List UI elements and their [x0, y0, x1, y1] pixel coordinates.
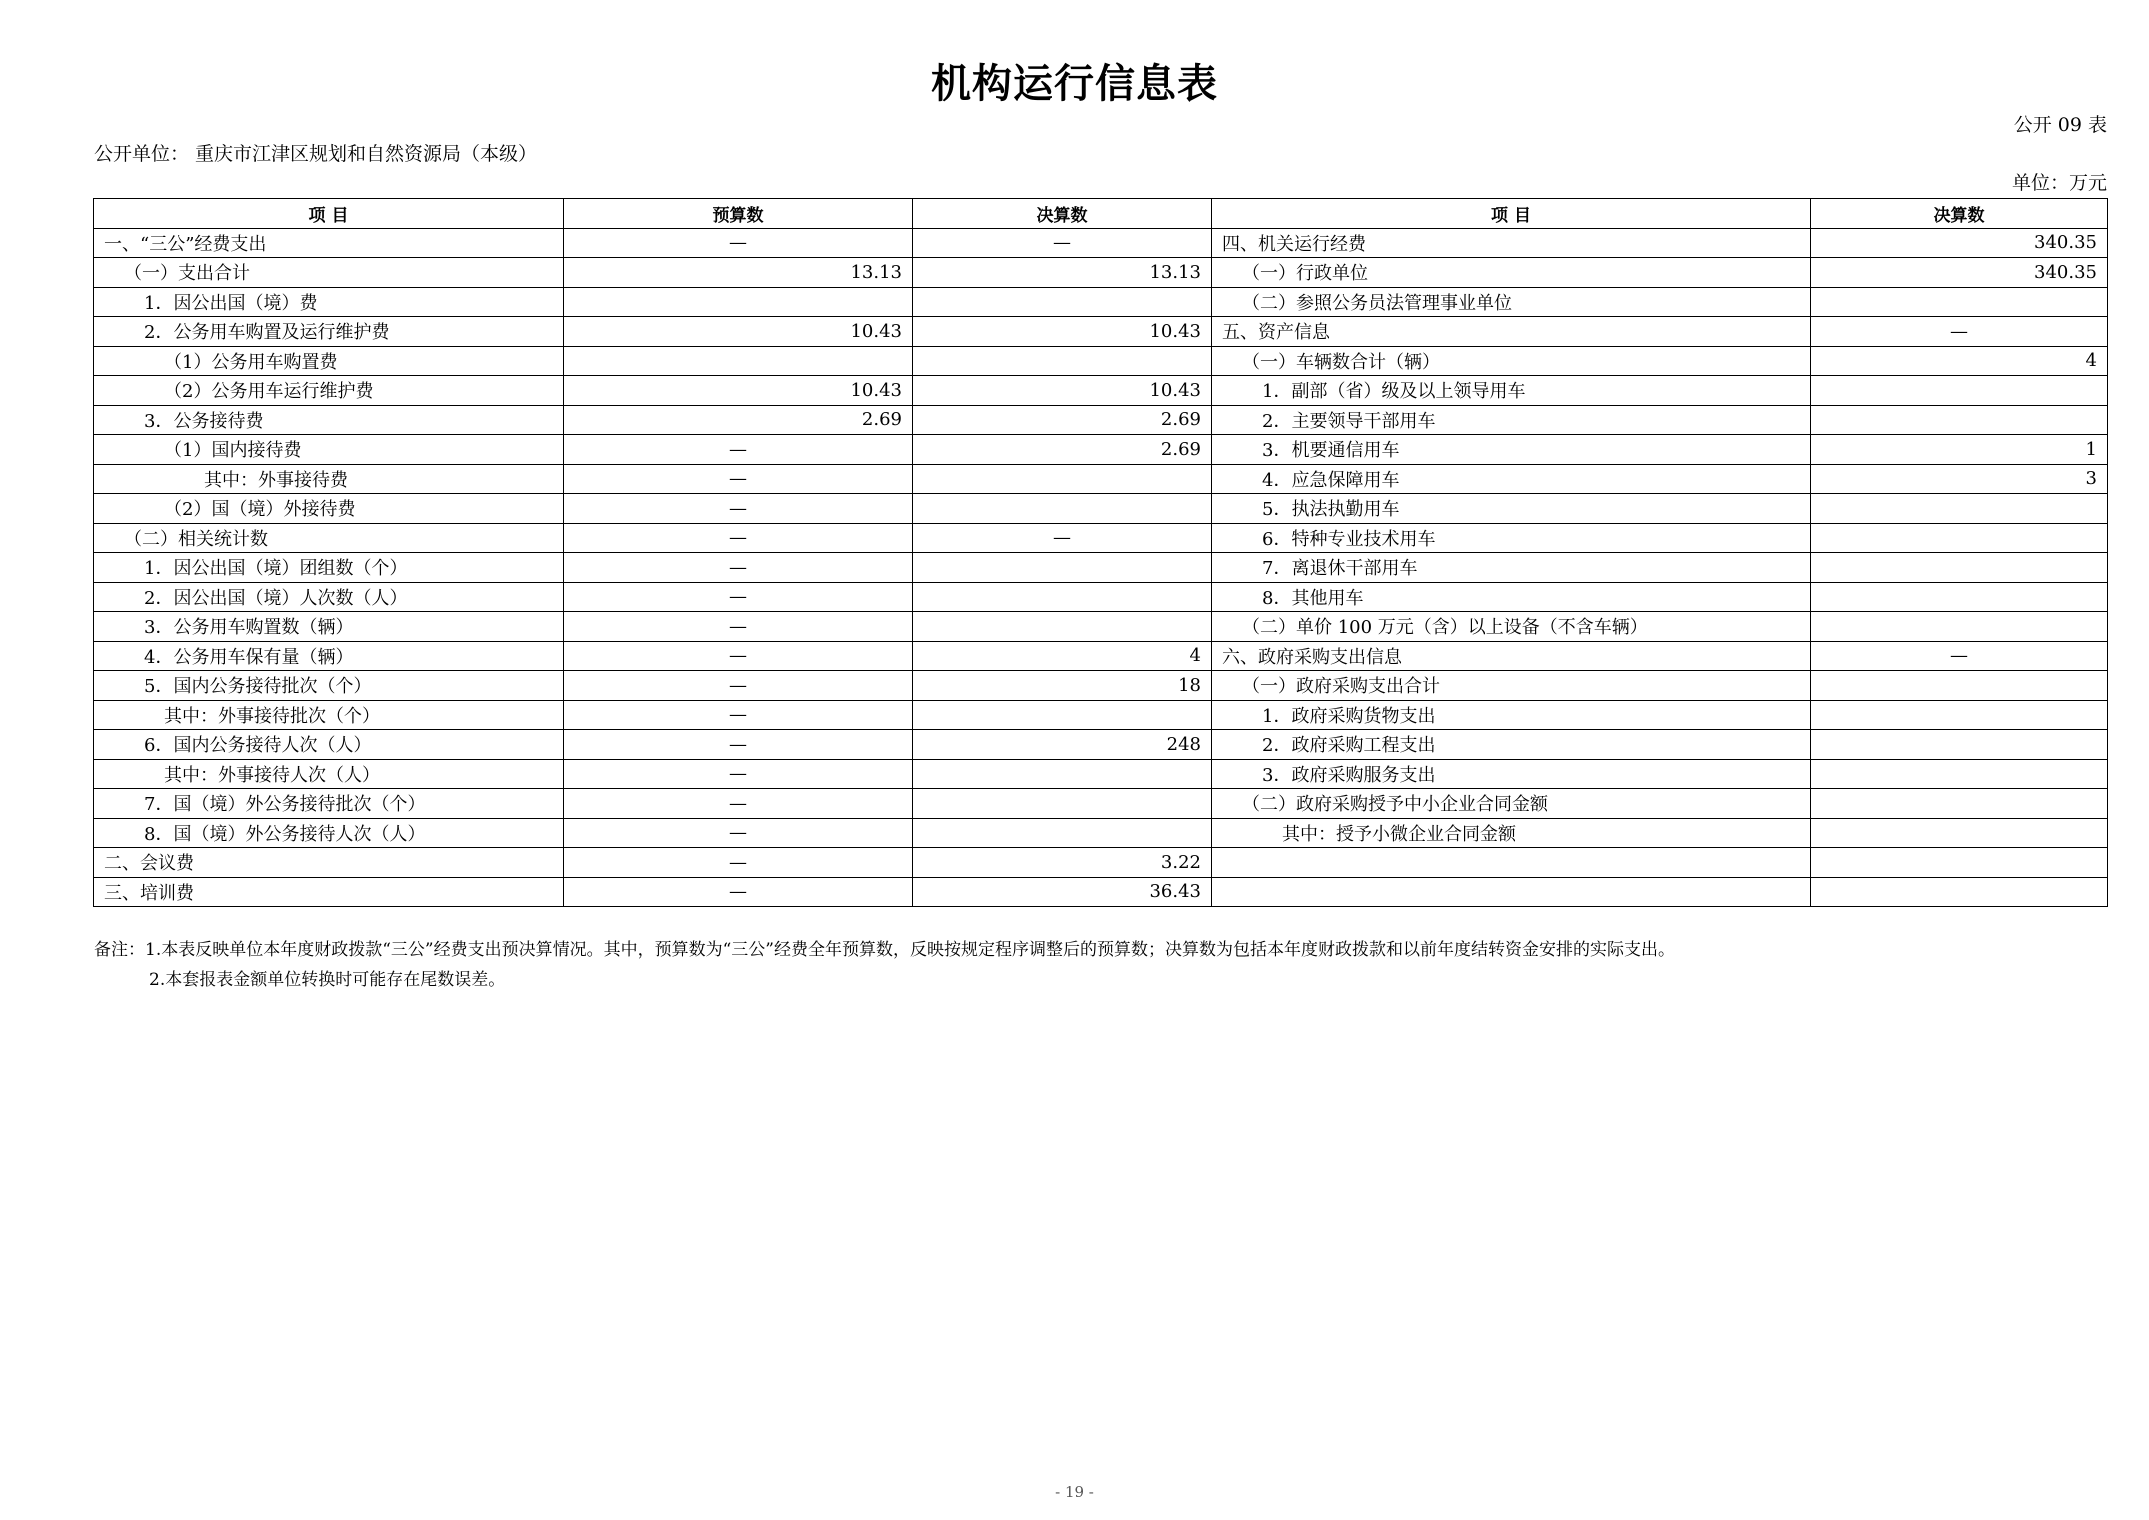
table-row	[94, 228, 2108, 258]
final-left-cell: 18	[913, 671, 1212, 701]
item-right-cell: （二）政府采购授予中小企业合同金额	[1212, 789, 1811, 819]
item-right-cell: 6．特种专业技术用车	[1212, 523, 1811, 553]
final-right-cell	[1811, 405, 2108, 435]
item-left-cell: （1）国内接待费	[94, 435, 564, 465]
table-row	[94, 730, 2108, 760]
budget-cell: —	[564, 228, 913, 258]
budget-cell	[564, 287, 913, 317]
currency-unit: 单位：万元	[2011, 172, 2107, 194]
final-right-cell	[1811, 730, 2108, 760]
final-left-cell: 13.13	[913, 258, 1212, 288]
table-row	[94, 346, 2108, 376]
item-left-cell: 4．公务用车保有量（辆）	[94, 641, 564, 671]
item-left-cell: 6．国内公务接待人次（人）	[94, 730, 564, 760]
final-right-cell	[1811, 553, 2108, 583]
budget-cell: —	[564, 789, 913, 819]
final-right-cell	[1811, 612, 2108, 642]
budget-cell: —	[564, 582, 913, 612]
page-title: 机构运行信息表	[931, 61, 1218, 107]
final-right-cell	[1811, 759, 2108, 789]
table-row	[94, 671, 2108, 701]
header-item-left: 项 目	[94, 199, 564, 229]
budget-cell: 2.69	[564, 405, 913, 435]
final-left-cell: 10.43	[913, 317, 1212, 347]
final-left-cell: 2.69	[913, 435, 1212, 465]
budget-cell: —	[564, 523, 913, 553]
budget-cell: —	[564, 641, 913, 671]
final-left-cell: 2.69	[913, 405, 1212, 435]
final-left-cell	[913, 789, 1212, 819]
budget-cell: —	[564, 435, 913, 465]
item-right-cell: 3．政府采购服务支出	[1212, 759, 1811, 789]
budget-cell: 10.43	[564, 376, 913, 406]
item-left-cell: （1）公务用车购置费	[94, 346, 564, 376]
item-left-cell: 5．国内公务接待批次（个）	[94, 671, 564, 701]
item-left-cell: 二、会议费	[94, 848, 564, 878]
table-row	[94, 700, 2108, 730]
item-right-cell: 四、机关运行经费	[1212, 228, 1811, 258]
final-right-cell: 340.35	[1811, 228, 2108, 258]
final-right-cell: —	[1811, 641, 2108, 671]
final-right-cell: 3	[1811, 464, 2108, 494]
table-row	[94, 789, 2108, 819]
table-row	[94, 553, 2108, 583]
final-left-cell	[913, 818, 1212, 848]
table-row	[94, 582, 2108, 612]
final-right-cell	[1811, 789, 2108, 819]
table-row	[94, 258, 2108, 288]
final-left-cell: —	[913, 228, 1212, 258]
final-left-cell: 10.43	[913, 376, 1212, 406]
item-left-cell: 1．因公出国（境）团组数（个）	[94, 553, 564, 583]
budget-cell: —	[564, 494, 913, 524]
final-right-cell	[1811, 376, 2108, 406]
page-number: - 19 -	[1055, 1483, 1094, 1501]
final-left-cell	[913, 612, 1212, 642]
table-row	[94, 848, 2108, 878]
final-left-cell: 4	[913, 641, 1212, 671]
item-right-cell: 2．政府采购工程支出	[1212, 730, 1811, 760]
item-right-cell	[1212, 848, 1811, 878]
item-right-cell: 其中：授予小微企业合同金额	[1212, 818, 1811, 848]
final-right-cell	[1811, 523, 2108, 553]
item-left-cell: 其中：外事接待人次（人）	[94, 759, 564, 789]
item-right-cell: （一）行政单位	[1212, 258, 1811, 288]
item-right-cell: 六、政府采购支出信息	[1212, 641, 1811, 671]
final-left-cell: 3.22	[913, 848, 1212, 878]
final-right-cell	[1811, 287, 2108, 317]
budget-cell: —	[564, 671, 913, 701]
final-right-cell	[1811, 700, 2108, 730]
budget-cell: —	[564, 818, 913, 848]
budget-cell: —	[564, 464, 913, 494]
form-number: 公开 09 表	[2013, 114, 2107, 136]
final-left-cell	[913, 494, 1212, 524]
item-left-cell: 一、“三公”经费支出	[94, 228, 564, 258]
item-left-cell: 其中：外事接待费	[94, 464, 564, 494]
final-left-cell	[913, 700, 1212, 730]
item-left-cell: 8．国（境）外公务接待人次（人）	[94, 818, 564, 848]
final-left-cell: 248	[913, 730, 1212, 760]
table-header-row	[94, 199, 2108, 229]
item-right-cell	[1212, 877, 1811, 907]
table-row	[94, 818, 2108, 848]
table-row	[94, 759, 2108, 789]
item-right-cell: （二）单价 100 万元（含）以上设备（不含车辆）	[1212, 612, 1811, 642]
budget-cell: —	[564, 848, 913, 878]
final-right-cell	[1811, 494, 2108, 524]
budget-cell: —	[564, 730, 913, 760]
item-right-cell: 1．政府采购货物支出	[1212, 700, 1811, 730]
table-row	[94, 376, 2108, 406]
final-right-cell	[1811, 848, 2108, 878]
final-left-cell	[913, 759, 1212, 789]
item-right-cell: （一）政府采购支出合计	[1212, 671, 1811, 701]
header-item-right: 项 目	[1212, 199, 1811, 229]
final-right-cell: 340.35	[1811, 258, 2108, 288]
item-left-cell: （2）国（境）外接待费	[94, 494, 564, 524]
item-right-cell: （二）参照公务员法管理事业单位	[1212, 287, 1811, 317]
final-left-cell: 36.43	[913, 877, 1212, 907]
budget-cell: —	[564, 877, 913, 907]
final-right-cell	[1811, 671, 2108, 701]
item-left-cell: （一）支出合计	[94, 258, 564, 288]
note-1: 备注：1.本表反映单位本年度财政拨款“三公”经费支出预决算情况。其中，预算数为“三公”经费全年预算数，反映按规定程序调整后的预算数；决算数为包括本年度财政拨款和以前年度结转资金安排的实际支出。	[94, 940, 1675, 960]
budget-cell: —	[564, 612, 913, 642]
budget-cell: —	[564, 553, 913, 583]
table-row	[94, 435, 2108, 465]
table-row	[94, 612, 2108, 642]
notes-section	[94, 935, 1675, 995]
final-left-cell	[913, 346, 1212, 376]
item-right-cell: 5．执法执勤用车	[1212, 494, 1811, 524]
final-right-cell	[1811, 582, 2108, 612]
table-row	[94, 523, 2108, 553]
item-left-cell: 7．国（境）外公务接待批次（个）	[94, 789, 564, 819]
final-right-cell: 4	[1811, 346, 2108, 376]
table-row	[94, 877, 2108, 907]
final-left-cell	[913, 464, 1212, 494]
item-left-cell: （2）公务用车运行维护费	[94, 376, 564, 406]
table-row	[94, 641, 2108, 671]
budget-cell: 13.13	[564, 258, 913, 288]
item-left-cell: 其中：外事接待批次（个）	[94, 700, 564, 730]
item-left-cell: 2．因公出国（境）人次数（人）	[94, 582, 564, 612]
item-left-cell: （二）相关统计数	[94, 523, 564, 553]
item-right-cell: 3．机要通信用车	[1212, 435, 1811, 465]
item-left-cell: 3．公务接待费	[94, 405, 564, 435]
table-row	[94, 464, 2108, 494]
item-left-cell: 2．公务用车购置及运行维护费	[94, 317, 564, 347]
header-final-left: 决算数	[913, 199, 1212, 229]
final-right-cell	[1811, 818, 2108, 848]
note-2: 2.本套报表金额单位转换时可能存在尾数误差。	[149, 970, 506, 990]
item-left-cell: 1．因公出国（境）费	[94, 287, 564, 317]
header-final-right: 决算数	[1811, 199, 2108, 229]
item-right-cell: 1．副部（省）级及以上领导用车	[1212, 376, 1811, 406]
item-right-cell: 五、资产信息	[1212, 317, 1811, 347]
final-right-cell: 1	[1811, 435, 2108, 465]
item-right-cell: （一）车辆数合计（辆）	[1212, 346, 1811, 376]
final-left-cell	[913, 553, 1212, 583]
operations-info-table	[93, 198, 2108, 907]
final-right-cell: —	[1811, 317, 2108, 347]
final-right-cell	[1811, 877, 2108, 907]
final-left-cell: —	[913, 523, 1212, 553]
item-right-cell: 2．主要领导干部用车	[1212, 405, 1811, 435]
item-right-cell: 4．应急保障用车	[1212, 464, 1811, 494]
item-left-cell: 三、培训费	[94, 877, 564, 907]
budget-cell	[564, 346, 913, 376]
reporting-unit: 公开单位： 重庆市江津区规划和自然资源局（本级）	[94, 143, 538, 165]
budget-cell: —	[564, 759, 913, 789]
item-left-cell: 3．公务用车购置数（辆）	[94, 612, 564, 642]
table-row	[94, 287, 2108, 317]
budget-cell: 10.43	[564, 317, 913, 347]
final-left-cell	[913, 582, 1212, 612]
item-right-cell: 8．其他用车	[1212, 582, 1811, 612]
table-row	[94, 405, 2108, 435]
table-row	[94, 494, 2108, 524]
table-row	[94, 317, 2108, 347]
item-right-cell: 7．离退休干部用车	[1212, 553, 1811, 583]
budget-cell: —	[564, 700, 913, 730]
final-left-cell	[913, 287, 1212, 317]
header-budget: 预算数	[564, 199, 913, 229]
